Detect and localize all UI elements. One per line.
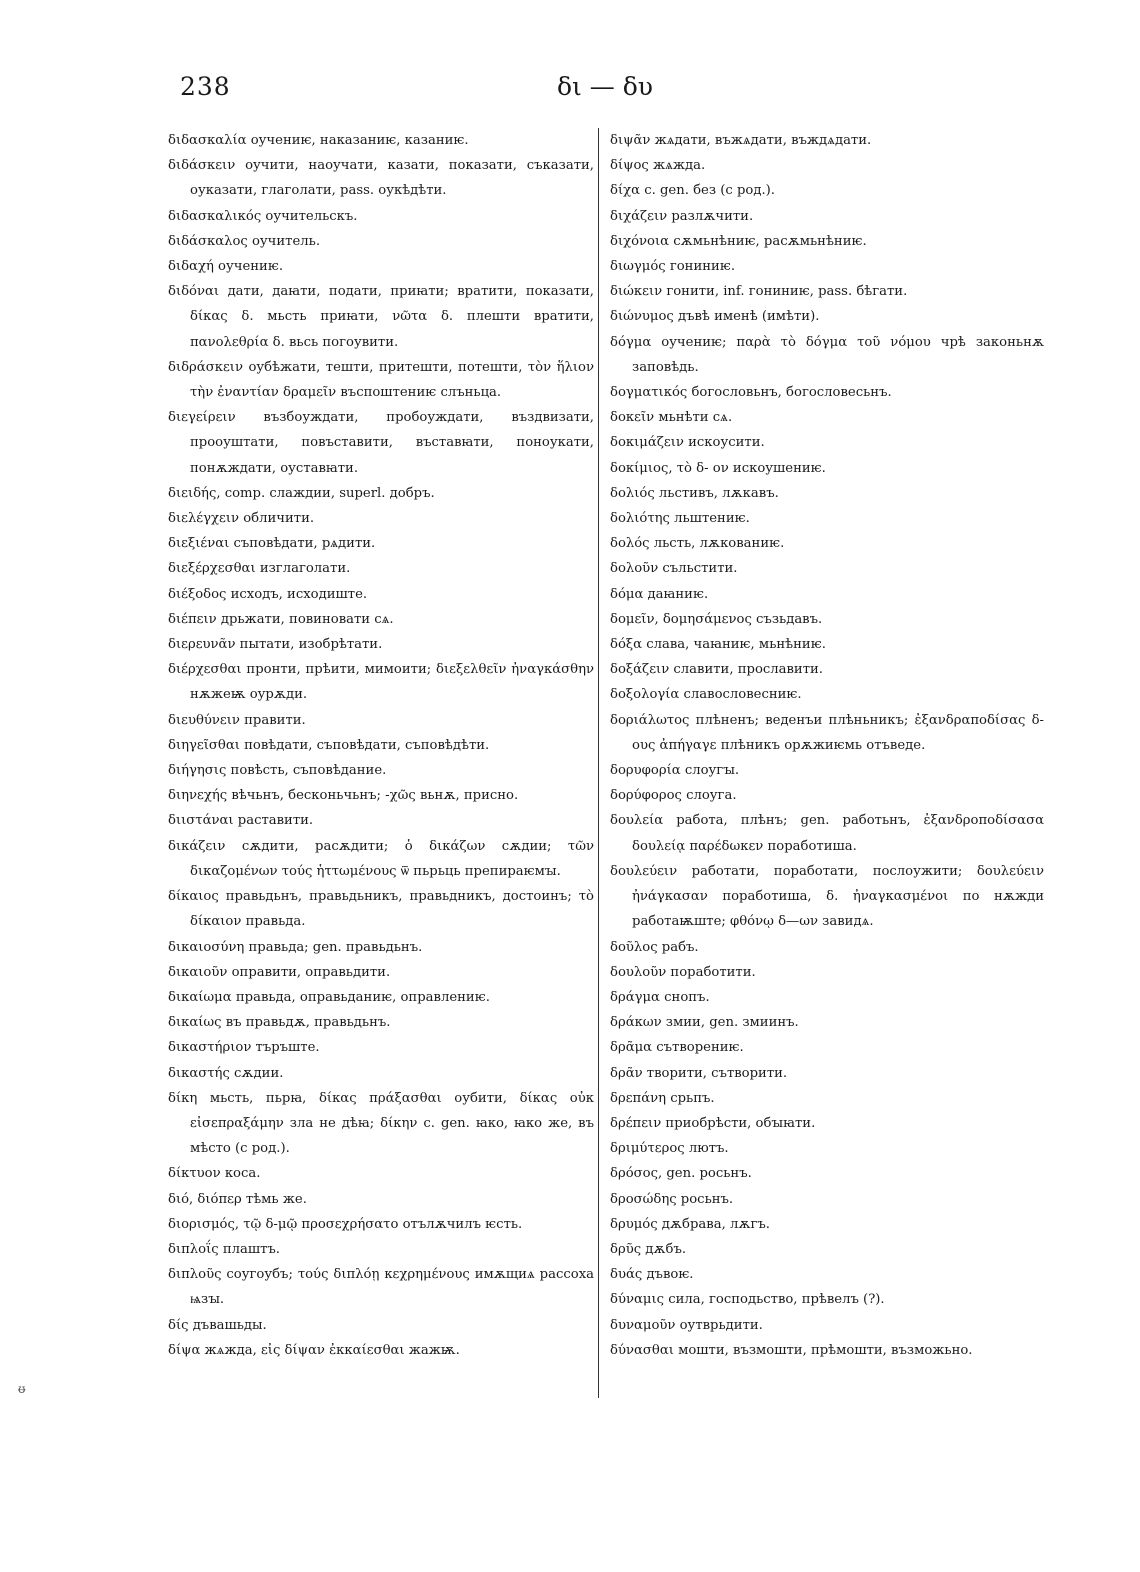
dictionary-entry: δρῦς дѫбъ. [610, 1241, 687, 1257]
dictionary-entry: δικαιοῦν оправити, оправьдити. [168, 964, 391, 980]
dictionary-entry: δορυφορία слоугꙑ. [610, 763, 740, 779]
dictionary-entry: δρόσος, gen. росьнъ. [610, 1166, 752, 1182]
dictionary-entry: διώνυμος дъвѣ именѣ (имѣти). [610, 309, 820, 325]
dictionary-entry: διδράσκειν оубѣжати, тешти, притешти, потешти, τὸν ἥλιον τὴν ἐναντίαν δραμεῖν въспоштениѥ слъньца. [168, 359, 594, 401]
dictionary-entry: δοριάλωτος плѣненъ; веденъи плѣньникъ; ἐξανδραποδίσας δ-ους ἀπήγαγε плѣникъ орѫжиѥмь отъведе. [610, 712, 1044, 753]
dictionary-entry: δίχα c. gen. без (с род.). [610, 183, 775, 199]
dictionary-entry: δίψος жѧжда. [610, 158, 706, 174]
dictionary-entry: δρεπάνη срьпъ. [610, 1090, 715, 1106]
dictionary-entry: δουλεία работа, плѣнъ; gen. работьнъ, ἐξανδροποδίσασα δουλείᾳ παρέδωκεν поработиша. [610, 813, 1044, 854]
dictionary-entry: δοκίμιος, τὸ δ- ον искоушениѥ. [610, 460, 826, 476]
dictionary-entry: διεγείρειν възбоуждати, пробоуждати, въздвизати, прооуштати, повъставити, въставꙗти, поноукати, понѫждати, оуставꙗти. [168, 410, 594, 476]
dictionary-entry: δροσώδης росьнъ. [610, 1191, 734, 1207]
dictionary-entry: διδασκαλικός оучительскъ. [168, 208, 358, 224]
dictionary-entry: διηνεχής вѣчьнъ, бесконьчьнъ; -χῶς вьнѫ, присно. [168, 788, 519, 804]
dictionary-entry: δίς дъвашьды. [168, 1317, 267, 1333]
dictionary-entry: δογματικός богословьнъ, богословесьнъ. [610, 385, 892, 401]
dictionary-entry: διορισμός, τῷ δ-μῷ προσεχρήσατο отълѫчилъ ѥсть. [168, 1216, 523, 1232]
running-head: δι — δυ [557, 72, 653, 101]
dictionary-entry: δίκαιος правьдьнъ, правьдьникъ, правьдникъ, достоинъ; τὸ δίκαιον правьда. [168, 889, 594, 930]
dictionary-entry: δικάζειν сѫдити, расѫдити; ὁ δικάζων сѫдии; τῶν δικαζομένων τούς ἡττωμένους ѿ пьрьць препираѥмꙑ. [168, 838, 594, 879]
dictionary-entry: δοξάζειν славити, прославити. [610, 662, 824, 678]
dictionary-entry: διχόνοια сѫмьнѣниѥ, расѫмьнѣниѥ. [610, 233, 867, 249]
dictionary-entry: διέξοδος исходъ, исходиште. [168, 586, 368, 602]
dictionary-entry: δορύφορος слоуга. [610, 788, 737, 804]
dictionary-entry: δυναμοῦν оутврьдити. [610, 1317, 763, 1333]
dictionary-entry: δόξα слава, чаꙗниѥ, мьнѣниѥ. [610, 637, 826, 653]
dictionary-entry: διδόναι дати, даꙗти, подати, приꙗти; вратити, показати, δίκας δ. мьсть приꙗти, νῶτα δ. плешти вратити, πανολεθρία δ. вьсь погоувити. [168, 284, 594, 350]
dictionary-entry: δρέπειν приобрѣсти, обꙑꙗти. [610, 1115, 816, 1131]
dictionary-entry: διψᾶν жѧдати, въжѧдати, въждѧдати. [610, 133, 872, 148]
dictionary-entry: δρᾶν творити, сътворити. [610, 1065, 788, 1081]
dictionary-entry: δουλεύειν работати, поработати, послоужити; δουλεύειν ἠνάγκασαν поработиша, δ. ἠναγκασμένοι по нѫжди работаѭште; φθόνῳ δ—ων завидѧ. [610, 863, 1044, 930]
dictionary-entry: διπλοΐς плаштъ. [168, 1241, 280, 1257]
dictionary-entry: διεξιέναι съповѣдати, рѧдити. [168, 536, 376, 552]
dictionary-entry: δολοῦν съльстити. [610, 561, 738, 577]
dictionary-entry: διήγησις повѣсть, съповѣдание. [168, 763, 387, 779]
dictionary-entry: δίκη мьсть, пьрꙗ, δίκας πράξασθαι оубити, δίκας οὐκ εἰσεπραξάμην зла не дѣꙗ; δίκην c. gen. ꙗко, ꙗко же, въ мѣсто (с род.). [168, 1090, 594, 1157]
dictionary-entry: διηγεῖσθαι повѣдати, съповѣдати, съповѣдѣти. [168, 737, 490, 753]
dictionary-entry: δικαίωμα правьда, оправьданиѥ, оправлениѥ. [168, 989, 490, 1005]
dictionary-entry: δομεῖν, δομησάμενος съзьдавъ. [610, 611, 823, 627]
dictionary-entry: δριμύτερος лютъ. [610, 1141, 729, 1157]
dictionary-entry: διεξέρχεσθαι изглаголати. [168, 561, 351, 577]
dictionary-entry: δοκιμάζειν искоусити. [610, 435, 765, 451]
dictionary-entry: διιστάναι раставити. [168, 813, 314, 829]
dictionary-entry: δίκτυον коса. [168, 1166, 261, 1182]
left-column [168, 128, 594, 1363]
dictionary-entry: δοῦλος рабъ. [610, 939, 699, 955]
dictionary-entry: διδαχή оучениѥ. [168, 259, 284, 275]
dictionary-entry: διδασκαλία оучениѥ, наказаниѥ, казаниѥ. [168, 133, 469, 148]
dictionary-entry: δικαστής сѫдии. [168, 1065, 284, 1081]
dictionary-entry: διό, διόπερ тѣмь же. [168, 1191, 307, 1207]
dictionary-entry: δοξολογία славословесниѥ. [610, 687, 802, 703]
dictionary-entry: δίψα жѧжда, εἰς δίψαν ἐκκαίεσθαι жажѭ. [168, 1342, 460, 1358]
dictionary-entry: δουλοῦν поработити. [610, 964, 756, 980]
dictionary-entry: δυάς дъвоѥ. [610, 1267, 694, 1283]
dictionary-entry: διέρχεσθαι пронти, прѣити, мимоити; διεξελθεῖν ἠναγκάσθην нѫжеѭ оурѫди. [168, 662, 594, 703]
dictionary-entry: δόγμα оучениѥ; παρὰ τὸ δόγμα τοῦ νόμου чрѣ законьнѫ заповѣдь. [610, 334, 1044, 375]
dictionary-entry: δόμα даꙗниѥ. [610, 586, 709, 602]
dictionary-entry: διωγμός гониниѥ. [610, 259, 736, 275]
dictionary-entry: δράκων змии, gen. змиинъ. [610, 1015, 799, 1031]
dictionary-entry: δράγμα снопъ. [610, 989, 710, 1005]
dictionary-entry: διειδής, comp. слаждии, superl. добръ. [168, 485, 435, 501]
page-number: 238 [180, 72, 231, 101]
dictionary-entry: διδάσκαλος оучитель. [168, 233, 321, 249]
dictionary-entry: δύνασθαι мошти, възмошти, прѣмошти, възможьно. [610, 1342, 973, 1358]
dictionary-entry: δύναμις сила, господьство, прѣвелъ (?). [610, 1292, 885, 1308]
column-divider [598, 128, 599, 1398]
dictionary-entry: δολιότης льштениѥ. [610, 511, 750, 527]
dictionary-entry: διελέγχειν обличити. [168, 511, 315, 527]
dictionary-entry: διερευνᾶν пытати, изобрѣтати. [168, 637, 383, 653]
dictionary-entry: διέπειν дрьжати, повиновати сѧ. [168, 611, 394, 627]
dictionary-entry: δικαίως въ правьдѫ, правьдьнъ. [168, 1015, 391, 1031]
dictionary-entry: δρᾶμα сътворениѥ. [610, 1040, 744, 1056]
dictionary-entry: δοκεῖν мьнѣти сѧ. [610, 410, 733, 426]
right-column [610, 128, 1044, 1363]
dictionary-entry: διδάσκειν оучити, наоучати, казати, показати, съказати, оуказати, глаголати, pass. оукѣдѣти. [168, 158, 594, 199]
dictionary-entry: δρυμός дѫбрава, лѫгъ. [610, 1216, 770, 1232]
dictionary-entry: διώκειν гонити, inf. гониниѥ, pass. бѣгати. [610, 284, 908, 300]
dictionary-entry: δικαιοσύνη правьда; gen. правьдьнъ. [168, 939, 423, 955]
stray-mark: ᵿ [18, 1382, 26, 1396]
dictionary-entry: δολός льсть, лѫкованиѥ. [610, 536, 785, 552]
dictionary-entry: διευθύνειν правити. [168, 712, 306, 728]
dictionary-entry: δολιός льстивъ, лѫкавъ. [610, 485, 779, 501]
dictionary-entry: διχάζειν разлѫчити. [610, 208, 754, 224]
dictionary-entry: δικαστήριον търъште. [168, 1040, 320, 1056]
dictionary-entry: διπλοῦς соугоубъ; τούς διπλόῃ κεχρημένους имѫщиѧ рассоха ѩзꙑ. [168, 1267, 594, 1308]
